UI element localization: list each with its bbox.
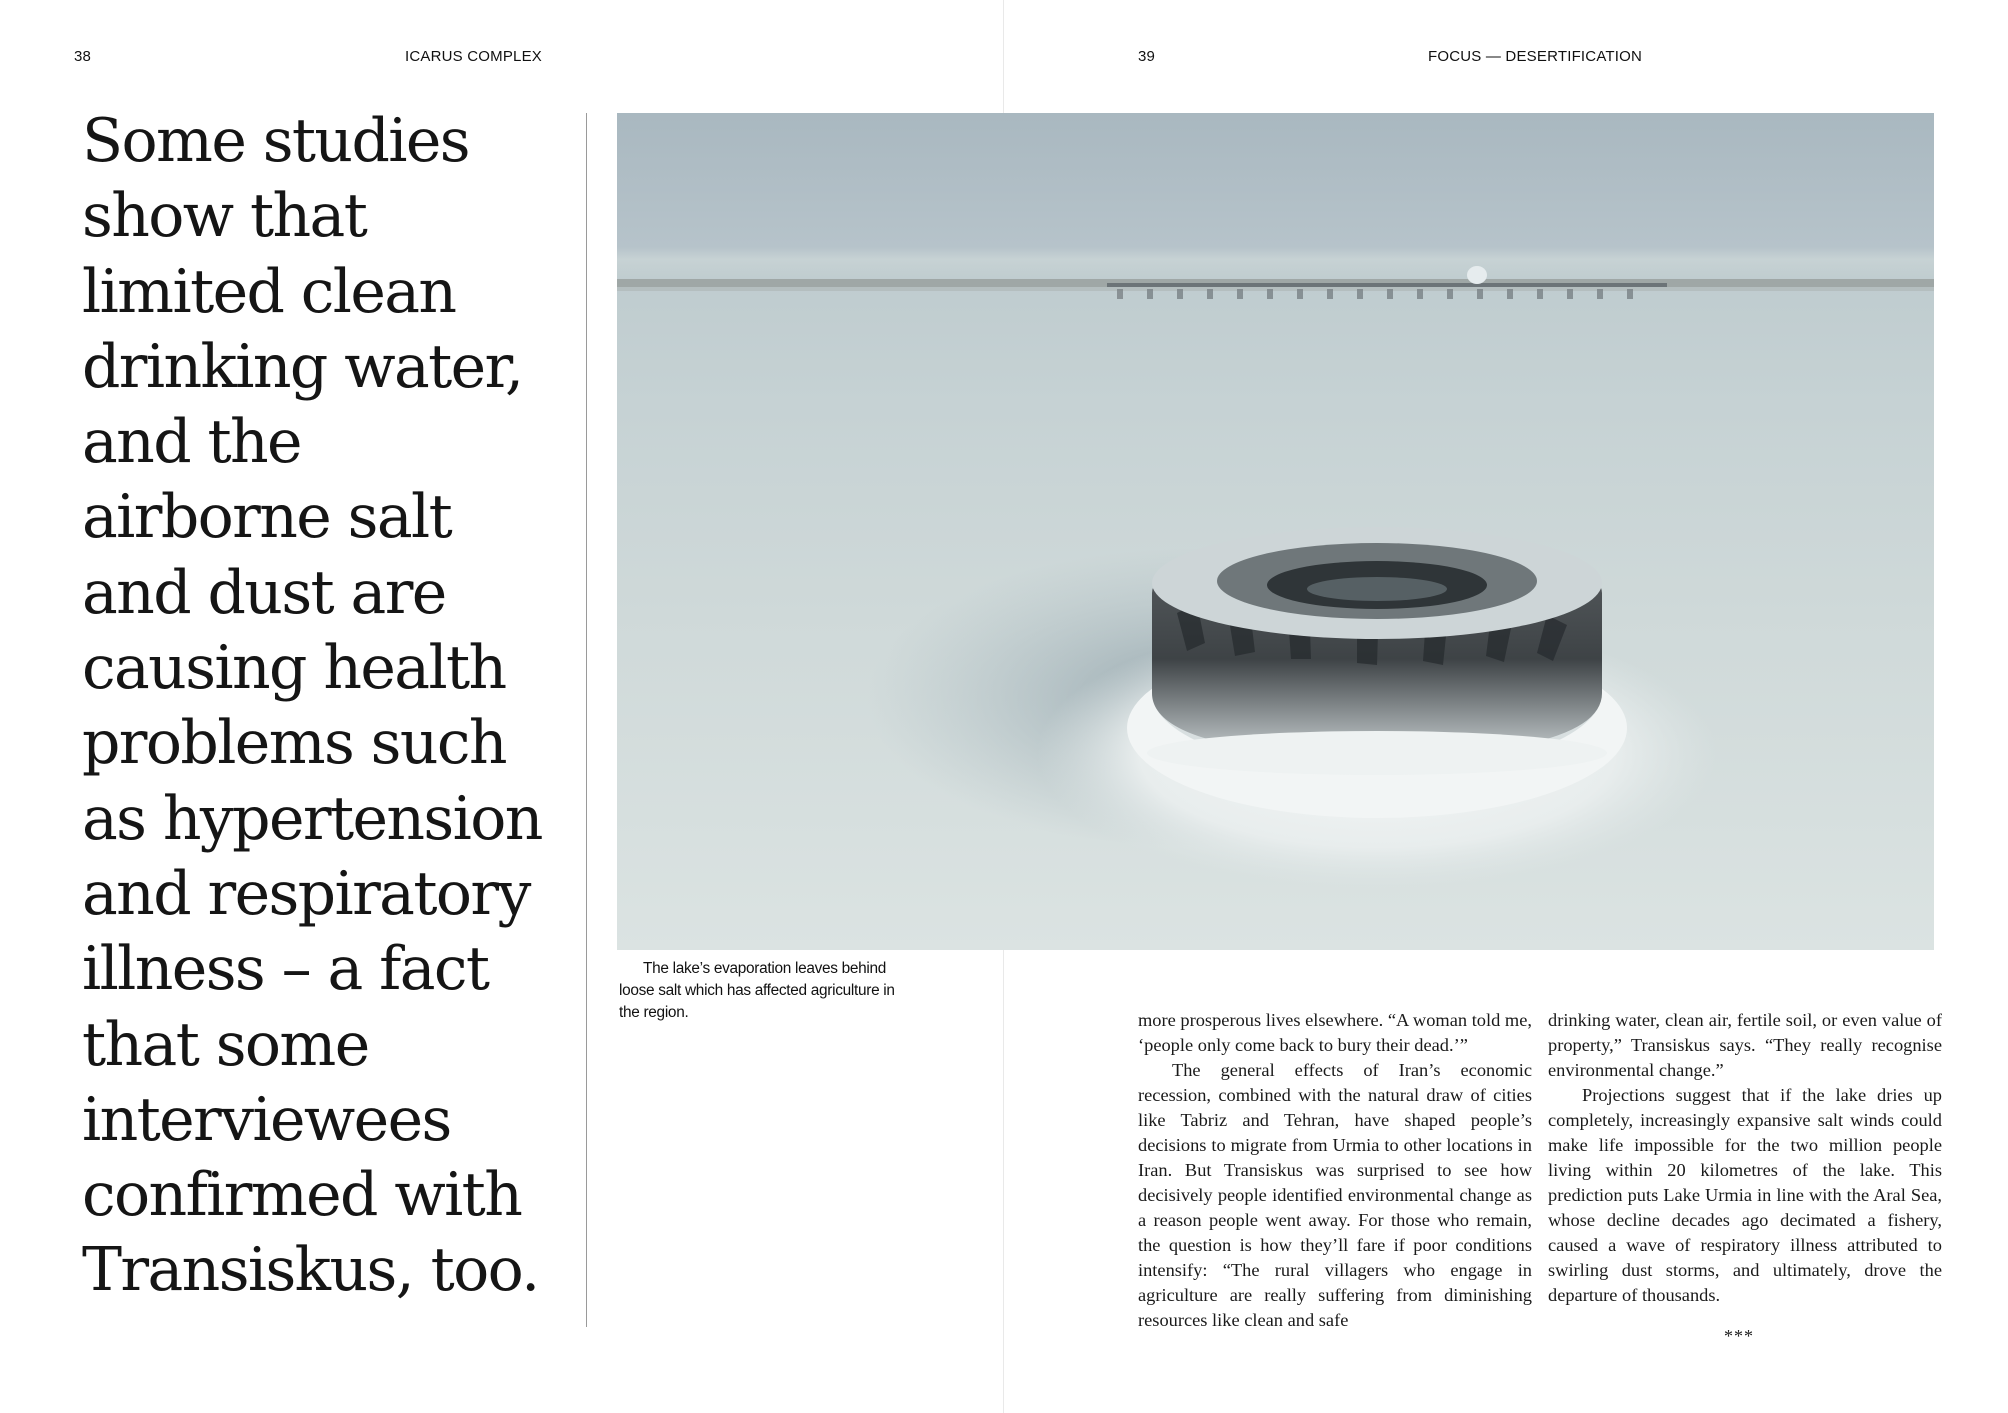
body-paragraph: drinking water, clean air, fertile soil, or even value of property,” Transiskus says. “They really recognise environmental change.” bbox=[1548, 1010, 1942, 1080]
body-paragraph: Projections suggest that if the lake dries up completely, increasingly expansive salt winds could make life impossible for the two million people living within 20 kilometres of the lake. This prediction puts Lake Urmia in line with the Aral Sea, whose decline decades ago decimated a fishery, caused a wave of respiratory illness attributed to swirling dust storms, and ultimately, drove the departure of thousands. bbox=[1548, 1085, 1942, 1305]
salt-crusted-tire-photo bbox=[617, 113, 1934, 950]
caption-text: The lake’s evaporation leaves behind loose salt which has affected agriculture in the region. bbox=[619, 960, 895, 1021]
body-column-2 bbox=[1548, 1008, 1942, 1308]
section-title-left: ICARUS COMPLEX bbox=[405, 48, 542, 65]
body-column-1 bbox=[1138, 1008, 1532, 1333]
pull-quote: Some studies show that limited clean drinking water, and the airborne salt and dust are causing health problems such as hypertension and respiratory illness – a fact that some interviewees confirmed with Transiskus, too. bbox=[82, 106, 542, 1306]
folio-right: 39 bbox=[1138, 48, 1156, 65]
body-paragraph: The general effects of Iran’s economic recession, combined with the natural draw of cities like Tabriz and Tehran, have shaped people’s decisions to migrate from Urmia to other locations in Iran. But Transiskus was surprised to see how decisively people identified environmental change as a reason people went away. For those who remain, the question is how they’ll fare if poor conditions intensify: “The rural villagers who engage in agriculture are really suffering from diminishing resources like clean and safe bbox=[1138, 1060, 1532, 1330]
pull-quote-rule bbox=[586, 113, 587, 1327]
folio-left: 38 bbox=[74, 48, 92, 65]
body-paragraph: more prosperous lives elsewhere. “A woman told me, ‘people only come back to bury their dead.’” bbox=[1138, 1010, 1532, 1055]
end-mark: *** bbox=[1724, 1326, 1754, 1346]
section-title-right: FOCUS — DESERTIFICATION bbox=[1428, 48, 1643, 65]
lake-photo bbox=[617, 113, 1934, 950]
photo-caption bbox=[619, 958, 919, 1024]
